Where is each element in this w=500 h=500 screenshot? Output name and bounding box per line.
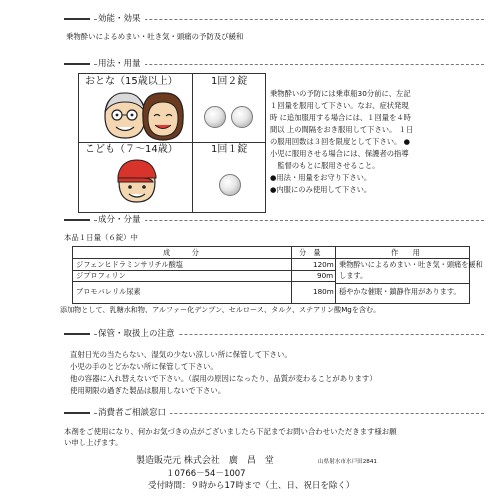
additives-text: 添加物として、乳糖水和物、アルファー化デンプン、セルロース、タルク、ステアリン酸Mgを含む。	[60, 305, 381, 314]
usage-line: 乗物酔いの予防には乗車船30分前に、左記	[270, 89, 411, 98]
usage-line: ●内服にのみ使用して下さい。	[270, 185, 372, 194]
ingredients-intro: 本品１日量（６錠）中	[64, 233, 138, 242]
action-text: します。	[339, 271, 368, 280]
storage-line: 使用期限の過ぎた製品は服用しないで下さい。	[70, 386, 226, 395]
tablet-icon	[204, 106, 226, 128]
consultation-heading: 消費者ご相談窓口	[64, 406, 484, 420]
action-text: 穏やかな催眠・鎮静作用があります。	[339, 287, 461, 296]
usage-line: 間以 上の間隔をおき服用して下さい。 １日	[270, 125, 414, 134]
phone-number: １0766－54－1007	[166, 469, 246, 479]
storage-line: 小児の手のとどかない所に保管して下さい。	[70, 362, 218, 371]
storage-line: 他の容器に入れ替えないで下さい。（誤用の原因になったり、品質が変わることがあります）	[70, 374, 377, 383]
col-component: 成 分	[163, 248, 199, 257]
usage-line: 時 に追加服用する場合には、１回量を４時	[270, 113, 411, 122]
efficacy-text: 乗物酔いによるめまい・吐き気・頭痛の予防及び緩和	[66, 32, 244, 41]
manufacturer-address: 山県射水市水戸田2841	[318, 459, 377, 465]
ingredient-amount: 120m	[313, 260, 334, 269]
col-action: 作 用	[391, 248, 420, 257]
child-label: こども（７～14歳）	[85, 144, 178, 155]
ingredients-table	[72, 246, 483, 304]
ingredients-heading: 成分・分量	[64, 213, 484, 227]
adult-dose: 1回２錠	[211, 76, 248, 87]
storage-line: 直射日光の当たらない、湿気の少ない涼しい所に保管して下さい。	[70, 350, 292, 359]
manufacturer-name: 製造販売元 株式会社 廣 昌 堂	[136, 456, 274, 466]
child-dose: 1回１錠	[211, 144, 248, 155]
consultation-text: い申し上げます。	[64, 438, 123, 447]
ingredient-amount: 180m	[313, 287, 334, 296]
ingredient-amount: 90m	[317, 271, 334, 280]
usage-line: の服用回数は３回を限度として下さい。 ●	[270, 137, 411, 146]
storage-heading: 保管・取扱上の注意	[64, 327, 484, 341]
child-illustration	[115, 158, 159, 204]
usage-line: １回量を服用して下さい。なお、症状発現	[270, 101, 409, 110]
adult-couple-illustration	[101, 90, 185, 142]
ingredient-name: ジプロフィリン	[76, 271, 126, 280]
tablet-icon	[219, 174, 241, 196]
usage-line: ●用法・用量をお守り下さい。	[270, 173, 372, 182]
efficacy-heading: 効能・効果	[64, 12, 484, 26]
usage-line: 監督のもとに服用させること。	[270, 161, 380, 170]
ingredient-name: ジフェンヒドラミンサリチル酸塩	[76, 260, 183, 269]
consultation-text: 本剤をご使用になり、何かお気づきの点がございましたら下記までお問い合わせいただきます様お願	[64, 427, 397, 436]
usage-line: 小児に服用させる場合には、保護者の指導	[270, 149, 409, 158]
action-text: 乗物酔いによるめまい・吐き気・頭痛を緩和	[339, 260, 483, 269]
tablet-icon	[231, 106, 253, 128]
dosage-table	[78, 73, 266, 213]
reception-hours: 受付時間：９時から17時まで（土、日、祝日を除く）	[148, 481, 355, 491]
ingredient-name: ブロモバレリル尿素	[76, 287, 141, 296]
adult-label: おとな（15歳以上）	[85, 76, 178, 87]
dosage-heading: 用法・用量	[64, 57, 484, 71]
col-amount: 分 量	[299, 248, 321, 257]
